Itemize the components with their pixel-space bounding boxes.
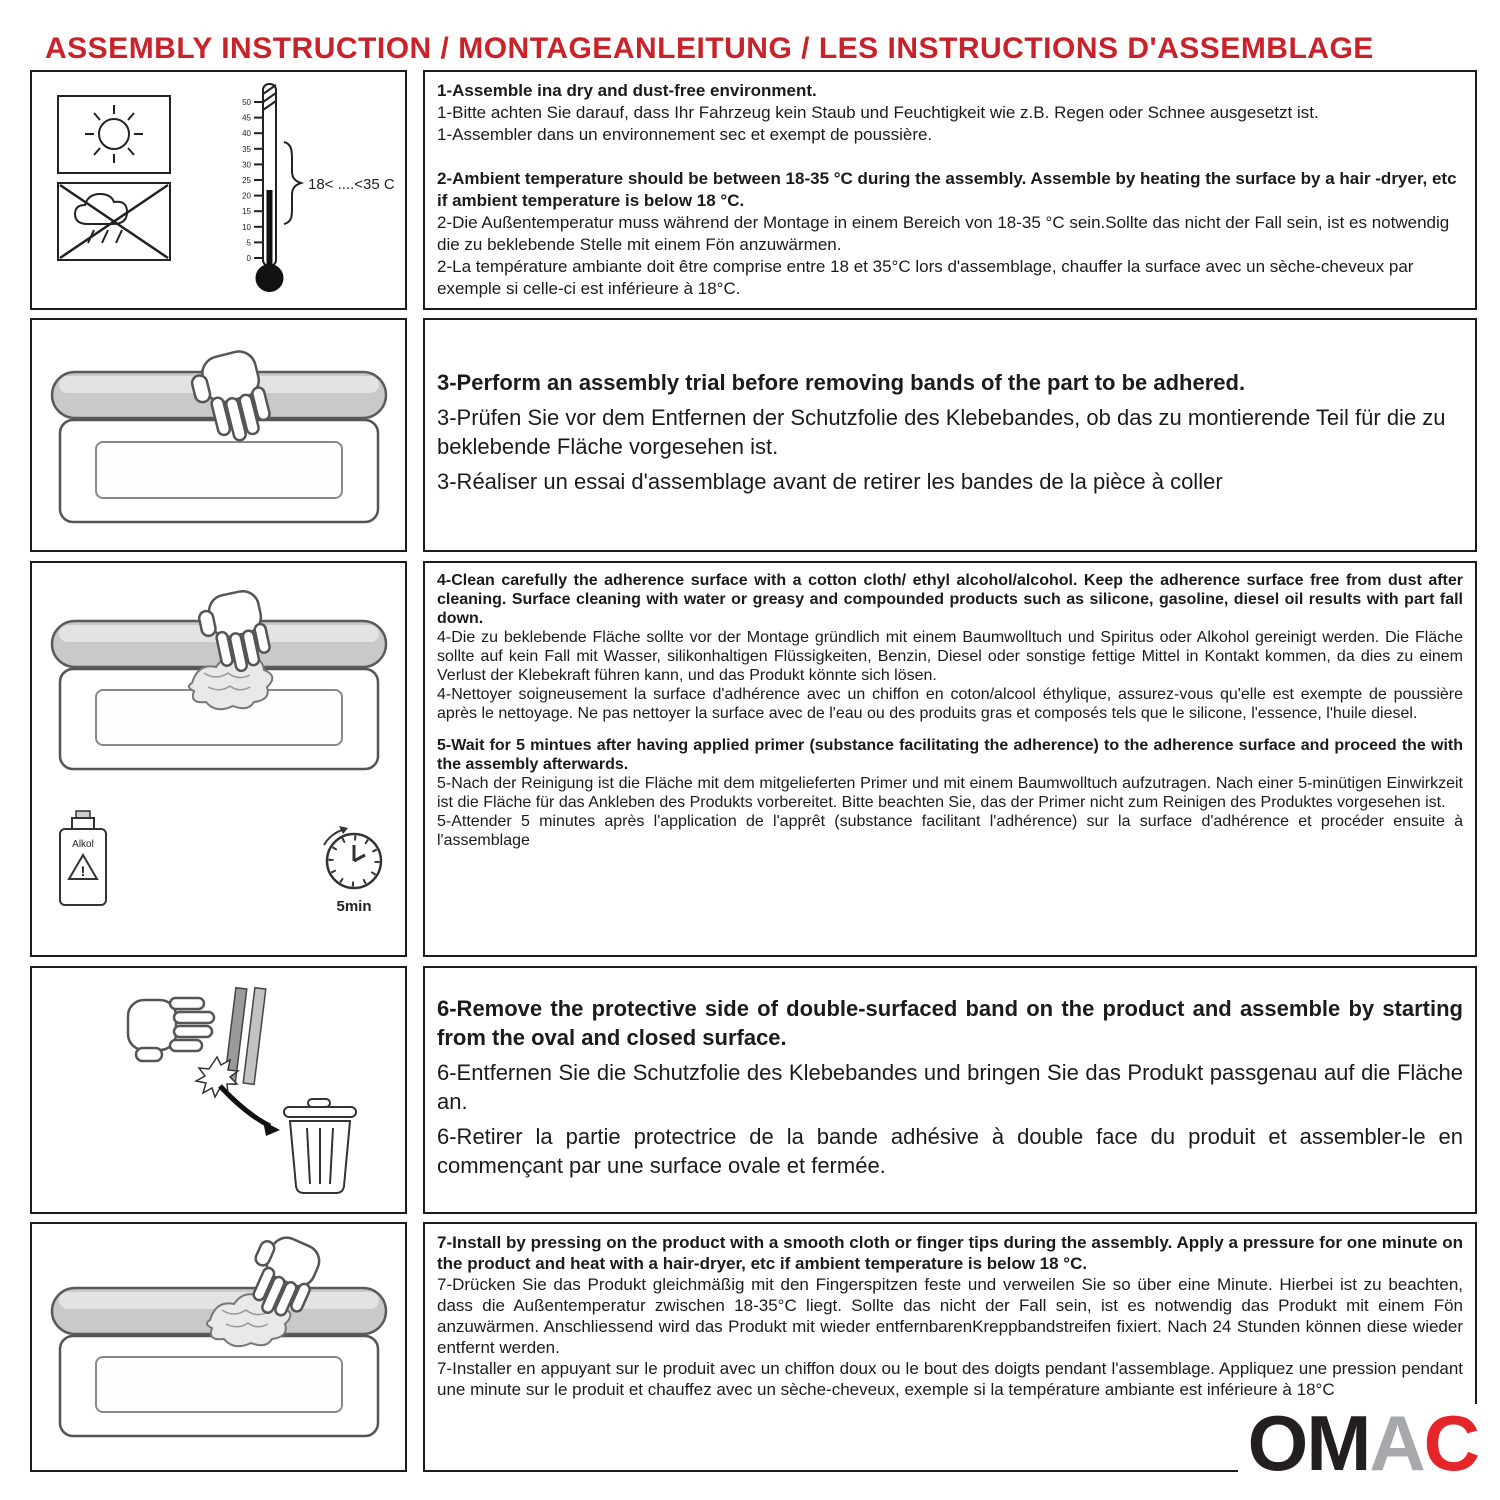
omac-logo: [1238, 1399, 1478, 1487]
thermo-scale-label: 20: [242, 191, 251, 201]
row4-text-box: [423, 966, 1477, 1214]
thermo-scale-label: 15: [242, 207, 251, 217]
environment-illustration: [32, 72, 405, 308]
instruction-de: 6-Entfernen Sie die Schutzfolie des Klebebandes und bringen Sie das Produkt passgenau auf die Fläche an.: [437, 1060, 1463, 1114]
instruction-fr: 6-Retirer la partie protectrice de la bande adhésive à double face du produit et assembler-le en commençant par une surface ovale et fermée.: [437, 1124, 1463, 1178]
sun-icon: [58, 96, 170, 173]
press-install-illustration: [32, 1224, 405, 1470]
row5-illustration-box: [30, 1222, 407, 1472]
row3-illustration-box: [30, 561, 407, 957]
bottle-label: Alkol: [72, 839, 94, 850]
instruction-fr: 5-Attender 5 minutes après l'application de l'apprêt (substance facilitant l'adhérence) sur la surface d'adhérence et procéder ensuite à l'assemblage: [437, 813, 1463, 849]
console-base: [60, 420, 378, 522]
thermo-scale-label: 0: [246, 254, 251, 263]
logo-letters-om: OM: [1247, 1399, 1370, 1487]
row1-text-box: [423, 70, 1477, 310]
assembly-trial-illustration: [32, 320, 405, 550]
logo-letter-a: A: [1369, 1399, 1424, 1487]
row2-text-box: [423, 318, 1477, 552]
range-brace: [284, 142, 301, 224]
warning-exclamation: !: [80, 863, 86, 879]
arrow-icon: [220, 1086, 270, 1126]
instruction-en: 3-Perform an assembly trial before removing bands of the part to be adhered.: [437, 370, 1246, 395]
remove-band-illustration: [32, 968, 405, 1212]
no-rain-icon: [58, 183, 170, 260]
row1-illustration-box: [30, 70, 407, 310]
instruction-en: 7-Install by pressing on the product with a smooth cloth or finger tips during the assembly. Apply a pressure for one minute on the product and heat with a hair-dryer, etc if ambient temperature is below 18 °C.: [437, 1233, 1463, 1273]
cleaning-primer-illustration: [32, 563, 405, 955]
instruction-en: 5-Wait for 5 mintues after having applied primer (substance facilitating the adherence) to the adherence surface and proceed the with the assembly afterwards.: [437, 737, 1463, 773]
instruction-de: 3-Prüfen Sie vor dem Entfernen der Schutzfolie des Klebebandes, ob das zu montierende Teil für die zu beklebende Fläche vorgesehen ist.: [437, 405, 1446, 459]
instruction-fr: 7-Installer en appuyant sur le produit avec un chiffon doux ou le bout des doigts pendant l'assemblage. Appliquez une pression pendant une minute sur le produit et chauffez avec un sèche-cheveux, exemple si la température ambiante est inférieure à 18°C: [437, 1359, 1463, 1399]
thermo-scale-label: 35: [242, 144, 251, 154]
thermo-scale-label: 45: [242, 113, 251, 123]
hand-icon: [128, 998, 214, 1061]
instruction-fr: 3-Réaliser un essai d'assemblage avant de retirer les bandes de la pièce à coller: [437, 469, 1223, 494]
instruction-de: 5-Nach der Reinigung ist die Fläche mit dem mitgelieferten Primer und mit einem Baumwolltuch aufzutragen. Nach einer 5-minütigen Einwirkzeit ist die Fläche für das Ankleben des Produkts vorbereitet. Bitte beachten Sie, das der Primer nicht zum Reinigen des Produktes vorgesehen ist.: [437, 775, 1463, 811]
instruction-fr: 2-La température ambiante doit être comprise entre 18 et 35°C lors d'assemblage, chauffer la surface avec un sèche-cheveux par exemple si celle-ci est inférieure à 18°C.: [437, 257, 1414, 298]
temperature-range-label: 18< ....<35 C: [308, 176, 395, 193]
instruction-de: 4-Die zu beklebende Fläche sollte vor der Montage gründlich mit einem Baumwolltuch und Spiritus oder Alkohol gereinigt werden. Die Fläche sollte auf kein Fall mit Wasser, silikonhaltigen Flüssigkeiten, Benzin, Diesel oder sonstige fettige Mittel in Kontakt kommen, da dies zu einem Verlust der Klebekraft führen kann, und das Produkt könnte sich lösen.: [437, 629, 1463, 684]
logo-letter-c: C: [1423, 1399, 1478, 1487]
row4-illustration-box: [30, 966, 407, 1214]
thermo-scale-label: 25: [242, 176, 251, 185]
instruction-de: 1-Bitte achten Sie darauf, dass Ihr Fahrzeug kein Staub und Feuchtigkeit wie z.B. Regen oder Schnee ausgesetzt ist.: [437, 103, 1319, 122]
thermo-scale-label: 5: [246, 238, 251, 248]
thermo-scale-label: 30: [242, 160, 251, 170]
thermo-scale-label: 40: [242, 129, 251, 139]
page-title: ASSEMBLY INSTRUCTION / MONTAGEANLEITUNG / LES INSTRUCTIONS D'ASSEMBLAGE: [45, 32, 1374, 66]
trash-can-icon: [284, 1099, 356, 1193]
instruction-fr: 4-Nettoyer soigneusement la surface d'adhérence avec un chiffon en coton/alcool éthylique, assurez-vous qu'elle est exempte de poussière après le nettoyage. Ne pas nettoyer la surface avec de l'eau ou des produits gras et composés tels que le silicone, l'essence, l'huile diesel.: [437, 686, 1463, 722]
instruction-fr: 1-Assembler dans un environnement sec et exempt de poussière.: [437, 125, 933, 144]
row3-text-box: [423, 561, 1477, 957]
console-base: [60, 1336, 378, 1436]
thermo-scale-label: 50: [242, 98, 251, 107]
clock-label: 5min: [336, 898, 372, 915]
instruction-en: 2-Ambient temperature should be between 18-35 °C during the assembly. Assemble by heating the surface by a hair -dryer, etc if ambient temperature is below 18 °C.: [437, 169, 1457, 210]
instruction-de: 7-Drücken Sie das Produkt gleichmäßig mit den Fingerspitzen feste und verweilen Sie so über eine Minute. Hierbei ist zu beachten, dass die Außentemperatur zwischen 18-35°C liegt. Sollte das nicht der Fall sein, ist es notwendig das Produkt mit einem Fön anzuwärmen. Anschliessend wird das Produkt mit wieder entfernbarenKreppbandstreifen fixiert. Nach 24 Stunden können diese wieder entfernt werden.: [437, 1275, 1463, 1357]
arrow-head: [263, 1121, 280, 1136]
thermometer-icon: [242, 84, 282, 291]
alcohol-bottle-icon: [60, 811, 106, 905]
clock-icon: [324, 826, 381, 915]
instruction-en: 1-Assemble ina dry and dust-free environment.: [437, 81, 817, 100]
instruction-de: 2-Die Außentemperatur muss während der Montage in einem Bereich von 18-35 °C sein.Sollte das nicht der Fall sein, ist es notwendig die zu beklebende Stelle mit einem Fön anzuwärmen.: [437, 213, 1450, 254]
instruction-en: 4-Clean carefully the adherence surface with a cotton cloth/ ethyl alcohol/alcohol. Keep the adherence surface free from dust after cleaning. Surface cleaning with water or greasy and compounded products such as silicone, gasoline, diesel oil results with part fall down.: [437, 572, 1463, 627]
row2-illustration-box: [30, 318, 407, 552]
instruction-en: 6-Remove the protective side of double-surfaced band on the product and assemble by starting from the oval and closed surface.: [437, 996, 1463, 1050]
thermo-scale-label: 10: [242, 222, 251, 232]
